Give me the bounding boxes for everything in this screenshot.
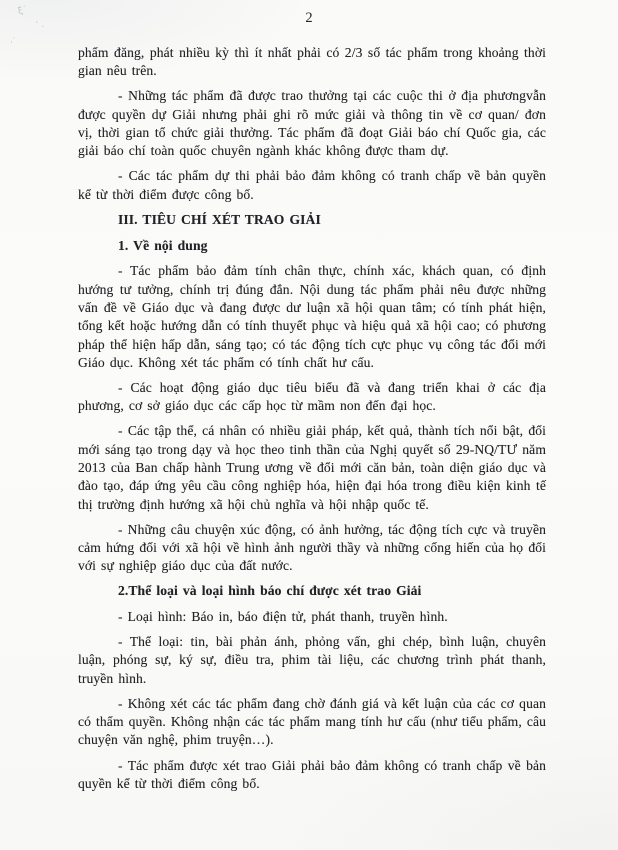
section-heading: 2.Thể loại và loại hình báo chí được xét trao Giải [118, 583, 422, 599]
paragraph: - Loại hình: Báo in, báo điện tử, phát thanh, truyền hình. [118, 609, 448, 625]
scan-artifact: ᾿ · [33, 21, 45, 33]
paragraph: - Những câu chuyện xúc động, có ảnh hưởng, tác động tích cực và truyền cảm hứng đối với xã hội về hình ảnh người thầy và những cống hiến của họ đối với sự nghiệp giáo dục của đất nước. [78, 521, 546, 574]
section-heading: 1. Về nội dung [118, 237, 208, 253]
document-body [0, 44, 618, 793]
paragraph: - Thể loại: tin, bài phản ánh, phỏng vấn, ghi chép, bình luận, chuyên luận, phóng sự, ký sự, điều tra, phim tài liệu, các chương trình phát thanh, truyền hình. [78, 634, 546, 686]
scan-artifact: ͵· [9, 33, 16, 45]
paragraph: phẩm đăng, phát nhiều kỳ thì ít nhất phải có 2/3 số tác phẩm trong khoảng thời gian nêu trên. [78, 45, 546, 79]
paragraph: - Tác phẩm bảo đảm tính chân thực, chính xác, khách quan, có định hướng tư tưởng, chính trị đúng đắn. Nội dung tác phẩm phải nêu được những vấn đề về Giáo dục và đang được dư luận xã hội quan tâm; có tính phát hiện, tổng kết hoặc hướng dẫn có tính thuyết phục và hiệu quả xã hội cao; có phương pháp thể hiện hấp dẫn, sáng tạo; có tác động tích cực phục vụ công tác đổi mới Giáo dục. Không xét tác phẩm có tính chất hư cấu. [78, 263, 546, 370]
paragraph: - Những tác phẩm đã được trao thưởng tại các cuộc thi ở địa phươngvẫn được quyền dự Giải nhưng phải ghi rõ mức giải và thông tin về cơ quan/ đơn vị, thời gian tổ chức giải thưởng. Tác phẩm đã đoạt Giải báo chí Quốc gia, các giải báo chí toàn quốc chuyên ngành khác không được tham dự. [78, 88, 546, 159]
scan-artifact: ξ˙ [17, 5, 29, 17]
paragraph: - Các tác phẩm dự thi phải bảo đảm không có tranh chấp về bản quyền kể từ thời điểm được công bố. [78, 168, 546, 202]
paragraph: - Các hoạt động giáo dục tiêu biểu đã và đang triển khai ở các địa phương, cơ sở giáo dục các cấp học từ mầm non đến đại học. [78, 379, 546, 414]
paragraph: - Các tập thể, cá nhân có nhiều giải pháp, kết quả, thành tích nổi bật, đổi mới sáng tạo trong dạy và học theo tinh thần của Nghị quyết số 29-NQ/TƯ năm 2013 của Ban chấp hành Trung ương về đổi mới căn bản, toàn diện giáo dục và đào tạo, đáp ứng yêu cầu công nghiệp hóa, hiện đại hóa trong điều kiện kinh tế thị trường định hướng xã hội chủ nghĩa và hội nhập quốc tế. [78, 423, 546, 512]
section-heading: III. TIÊU CHÍ XÉT TRAO GIẢI [118, 211, 321, 227]
paragraph: - Tác phẩm được xét trao Giải phải bảo đảm không có tranh chấp về bản quyền kể từ thời điểm công bố. [78, 757, 546, 791]
page-number: 2 [305, 10, 313, 26]
paragraph: - Không xét các tác phẩm đang chờ đánh giá và kết luận của các cơ quan có thẩm quyền. Không nhận các tác phẩm mang tính hư cấu (như tiểu phẩm, câu chuyện văn nghệ, phim truyện…). [78, 695, 546, 748]
